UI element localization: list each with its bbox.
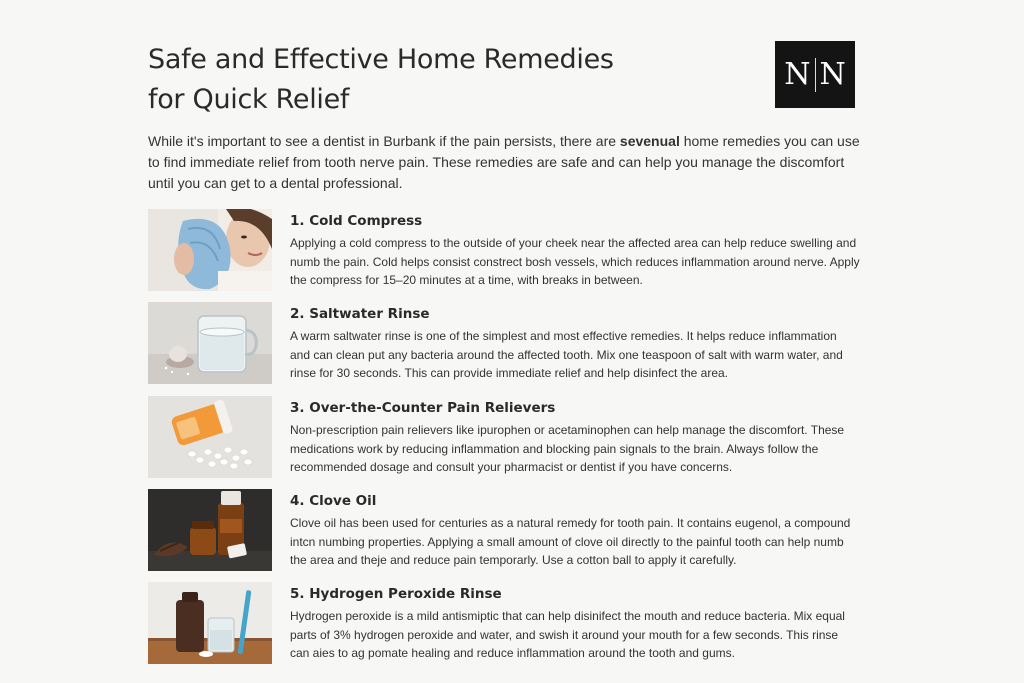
remedy-item-hydrogen-peroxide (148, 582, 868, 664)
logo-letter-left: N (784, 57, 811, 92)
remedy-description: Hydrogen peroxide is a mild antismiptic that can help disinifect the mouth and reduce bacteria. Mix equal parts of 3% hydrogen peroxide and water, and swish it around your mouth for a few seconds. This rinse can aies to ag pomate healing and reduce inflammation around the tooth and gums. (290, 609, 845, 660)
intro-text-2: home remedies you can use to find immediate relief from tooth nerve pain. These remedies are safe and can help you manage the discomfort until you can get to a dental professional. (148, 133, 860, 191)
remedy-title: 2. Saltwater Rinse (290, 306, 430, 322)
intro-emphasis: sevenual (619, 133, 680, 149)
intro-paragraph (148, 131, 868, 194)
remedy-item-pain-relievers (148, 396, 868, 478)
intro-text-1: While it's important to see a dentist in Burbank if the pain persists, there are (148, 133, 620, 149)
cold-compress-photo (148, 209, 272, 291)
peroxide-bottle-photo (148, 582, 272, 664)
remedy-item-clove-oil (148, 489, 868, 571)
logo-letter-right: N (819, 57, 846, 92)
saltwater-glass-photo (148, 302, 272, 384)
title-line-1: Safe and Effective Home Remedies (148, 44, 614, 75)
remedy-description: A warm saltwater rinse is one of the simplest and most effective remedies. It helps reduce inflammation and can clean put any bacteria around the affected tooth. Mix one teaspoon of salt with warm water, and rinse for 30 seconds. This can provide immediate relief and help disinfect the area. (290, 329, 843, 380)
page-title (148, 40, 708, 120)
remedy-title: 3. Over-the-Counter Pain Relievers (290, 400, 556, 416)
remedy-title: 5. Hydrogen Peroxide Rinse (290, 586, 502, 602)
brand-logo[interactable] (775, 41, 855, 108)
remedy-title: 4. Clove Oil (290, 493, 377, 509)
remedy-description: Clove oil has been used for centuries as a natural remedy for tooth pain. It contains eugenol, a compound intcn numbing properties. Applying a small amount of clove oil directly to the painful tooth can help numb the area and theje and reduce pain temporarly. Use a cotton ball to apply it carefully. (290, 516, 851, 567)
remedy-item-saltwater-rinse (148, 302, 868, 384)
title-line-2: for Quick Relief (148, 84, 350, 115)
remedy-title: 1. Cold Compress (290, 213, 423, 229)
pill-bottle-photo (148, 396, 272, 478)
remedy-item-cold-compress (148, 209, 868, 291)
clove-oil-bottles-photo (148, 489, 272, 571)
remedy-description: Applying a cold compress to the outside of your cheek near the affected area can help reduce swelling and numb the pain. Cold helps consist constrect bosh vessels, which reduces inflammation around nerve. Apply the compress for 15–20 minutes at a time, with breaks in between. (290, 236, 860, 287)
remedy-description: Non-prescription pain relievers like ipurophen or acetaminophen can help manage the discomfort. These medications work by reducing inflammation and blocking pain signals to the brain. Always follow the recommended dosage and consult your pharmacist or dentist if you have concerns. (290, 423, 845, 474)
logo-divider (815, 58, 816, 92)
